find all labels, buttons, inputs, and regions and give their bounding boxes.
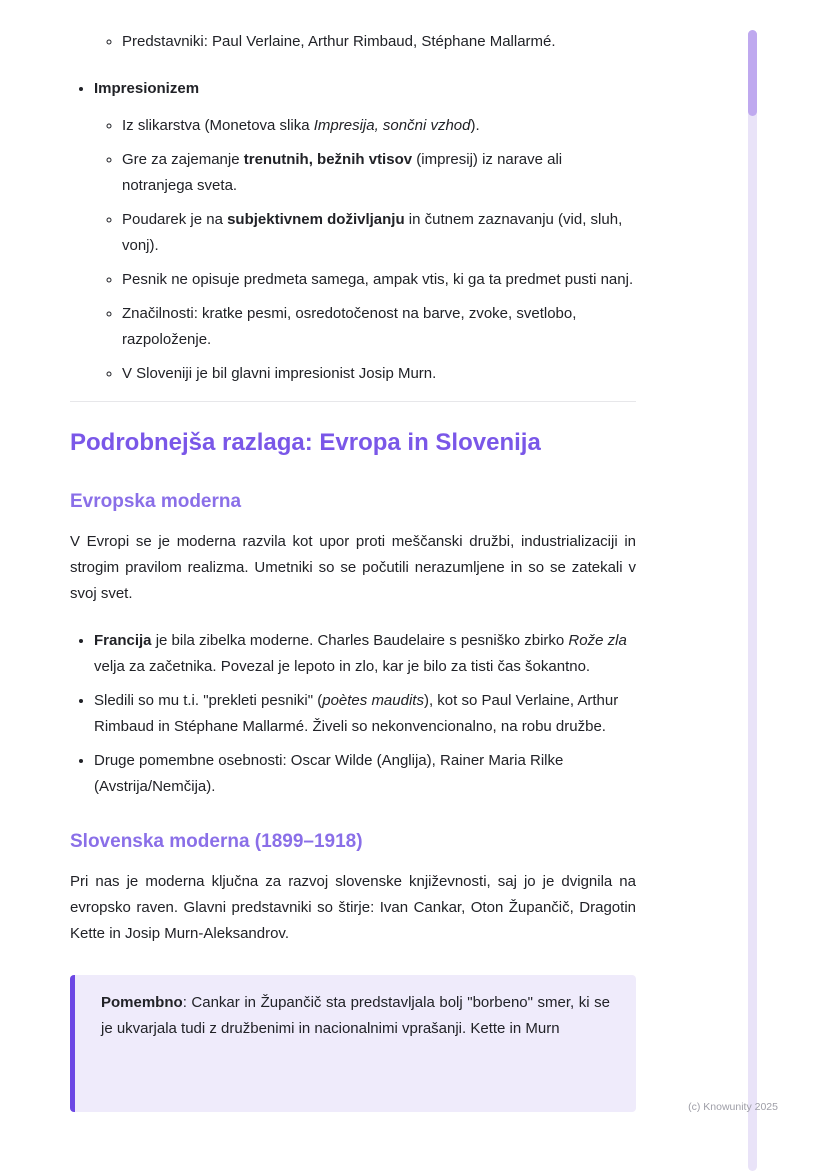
list-item: • Francija je bila zibelka moderne. Charles Baudelaire s pesniško zbirko Rože zla velja za začetnika. Povezal je lepoto in zlo, kar je bilo za tisti čas šokantno. (94, 627, 636, 680)
scrollbar-track[interactable] (748, 30, 757, 1171)
impresionizem-list (70, 75, 636, 387)
list-item (94, 75, 636, 387)
representatives-list (70, 28, 636, 55)
list-item: • Sledili so mu t.i. "prekleti pesniki" (poètes maudits), kot so Paul Verlaine, Arthur Rimbaud in Stéphane Mallarmé. Živeli so nekonvencionalno, na robu družbe. (94, 687, 636, 740)
list-item: ◦ Gre za zajemanje trenutnih, bežnih vtisov (impresij) iz narave ali notranjega sveta. (122, 146, 636, 199)
document-content (70, 0, 636, 1112)
list-item: ◦ Značilnosti: kratke pesmi, osredotočenost na barve, zvoke, svetlobo, razpoloženje. (122, 300, 636, 353)
callout-text: Pomembno: Cankar in Župančič sta predstavljala bolj "borbeno" smer, ki se je ukvarjala tudi z družbenimi in nacionalnimi vprašanji. Kette in Murn (101, 994, 610, 1037)
list-item: ◦ Predstavniki: Paul Verlaine, Arthur Rimbaud, Stéphane Mallarmé. (122, 28, 636, 55)
list-item: ◦ Iz slikarstva (Monetova slika Impresija, sončni vzhod). (122, 112, 636, 139)
important-callout (70, 975, 636, 1112)
list-item: • Druge pomembne osebnosti: Oscar Wilde (Anglija), Rainer Maria Rilke (Avstrija/Nemčija). (94, 747, 636, 800)
subsection-heading-evropska: Evropska moderna (70, 491, 242, 512)
scrollbar-thumb[interactable] (748, 30, 757, 116)
divider (70, 401, 636, 402)
list-item: ◦ Pesnik ne opisuje predmeta samega, ampak vtis, ki ga ta predmet pusti nanj. (122, 266, 636, 293)
paragraph-evropska: V Evropi se je moderna razvila kot upor proti meščanski družbi, industrializaciji in strogim pravilom realizma. Umetniki so se počutili nerazumljene in so se zatekali v svoj svet. (70, 533, 636, 602)
list-item: ◦ Poudarek je na subjektivnem doživljanju in čutnem zaznavanju (vid, sluh, vonj). (122, 206, 636, 259)
evropska-list (70, 627, 636, 800)
impresionizem-sub-list (94, 112, 636, 387)
watermark: (c) Knowunity 2025 (688, 1101, 778, 1113)
list-item: ◦ V Sloveniji je bil glavni impresionist Josip Murn. (122, 360, 636, 387)
list-item-title: Impresionizem (94, 80, 200, 97)
paragraph-slovenska: Pri nas je moderna ključna za razvoj slovenske književnosti, saj jo je dvignila na evropsko raven. Glavni predstavniki so štirje: Ivan Cankar, Oton Župančič, Dragotin Kette in Josip Murn-Aleksandrov. (70, 873, 636, 942)
subsection-heading-slovenska: Slovenska moderna (1899–1918) (70, 831, 363, 852)
section-heading: Podrobnejša razlaga: Evropa in Slovenija (70, 429, 541, 456)
